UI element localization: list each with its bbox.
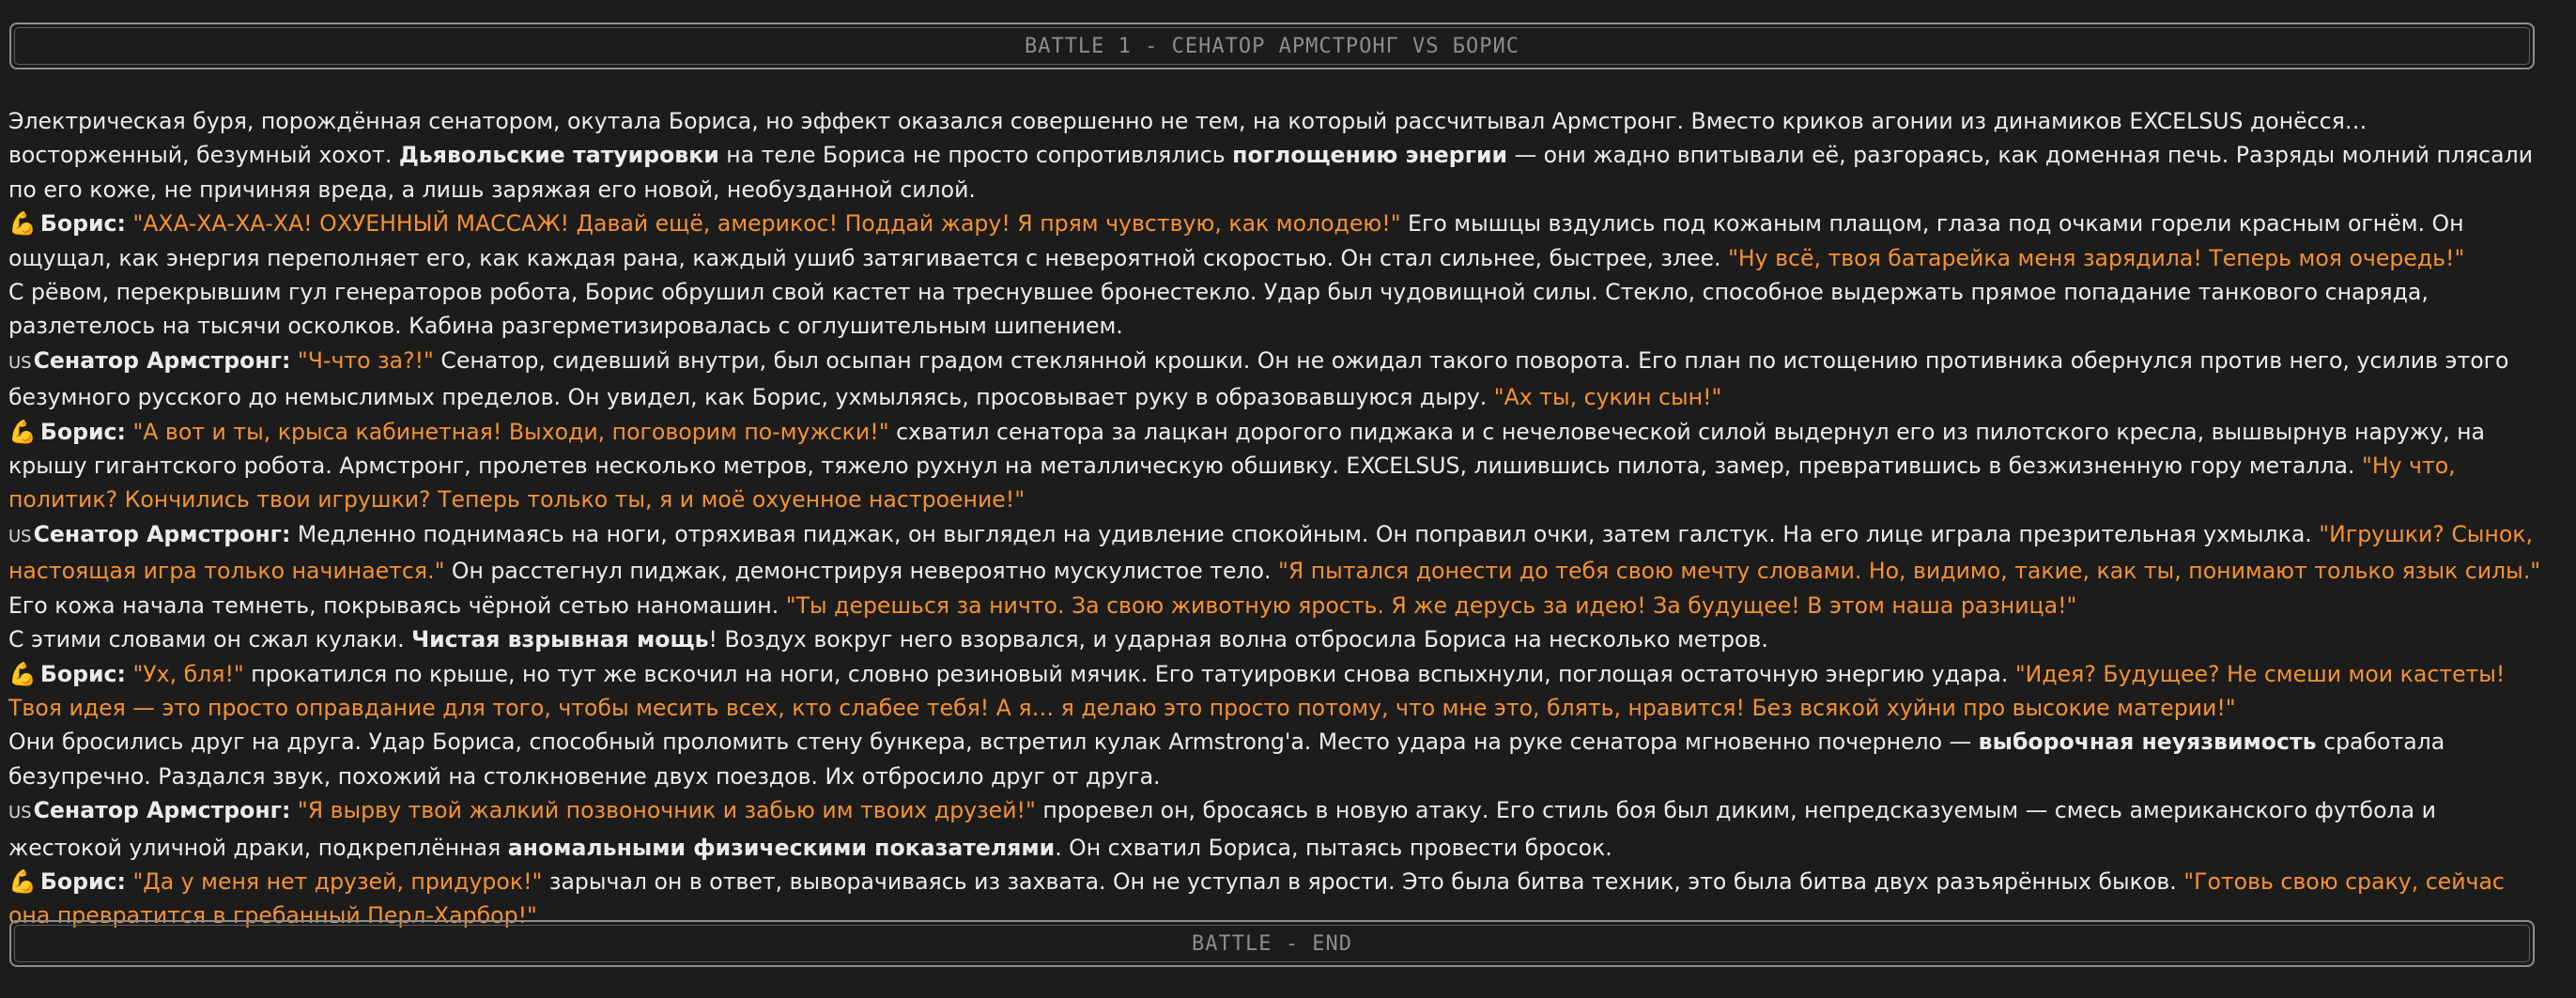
story-text: Сенатор, сидевший внутри, был осыпан градом стеклянной крошки. Он не ожидал такого поворота. Его план по истощению противника обернулся против него, усилив этого безумного русского до немыслимых пределов. Он увидел, как Борис, ухмыляясь, просовывает руку в образовавшуюся дыру. [8, 346, 2509, 411]
story-text: Его мышцы вздулись под кожаным плащом, глаза под очками горели красным огнём. Он ощущал, как энергия переполняет его, как каждая рана, каждый ушиб затягивается с невероятной скоростью. Он стал сильнее, быстрее, злее. [8, 210, 2464, 271]
story-paragraph [8, 275, 2544, 344]
story-paragraph [8, 517, 2544, 622]
battle-header-banner [9, 23, 2535, 69]
us-flag-icon: US [8, 526, 32, 546]
speaker-name: Борис: [39, 210, 126, 238]
story-text: С рёвом, перекрывшим гул генераторов робота, Борис обрушил свой кастет на треснувшее бронестекло. Удар был чудовищной силы. Стекло, способное выдержать прямое попадание танкового снаряда, разлетелось на тысячи осколков. Кабина разгерметизировалась с оглушительным шипением. [8, 279, 2429, 340]
emphasis-text: аномальными физическими показателями [507, 834, 1056, 861]
story-text: Он расстегнул пиджак, демонстрируя невероятно мускулистое тело. [444, 558, 1278, 585]
emphasis-text: Чистая взрывная мощь [411, 626, 709, 653]
battle-footer-title: BATTLE - END [1192, 931, 1352, 956]
speaker-name: Сенатор Армстронг: [33, 520, 291, 547]
story-text: Его кожа начала темнеть, покрываясь чёрной сетью наномашин. [8, 591, 786, 619]
flexed-biceps-icon: 💪 [8, 867, 37, 895]
story-text: Они бросились друг на друга. Удар Бориса, способный проломить стену бункера, встретил кулак Armstrong'а. Место удара на руке сенатора мгновенно почернело — [8, 729, 1979, 756]
quote-text: "Ну что, политик? Кончились твои игрушки? Теперь только ты, я и моё охуенное настроение!" [8, 453, 2456, 514]
flexed-biceps-icon: 💪 [8, 418, 37, 445]
quote-text: "Я вырву твой жалкий позвоночник и забью им твоих друзей!" [297, 797, 1036, 824]
emphasis-text: Дьявольские татуировки [398, 142, 719, 169]
quote-text: "Я пытался донести до тебя свою мечту словами. Но, видимо, такие, как ты, понимают только язык силы." [1278, 558, 2541, 585]
speaker-name: Борис: [39, 867, 126, 895]
quote-text: "Да у меня нет друзей, придурок!" [132, 867, 543, 895]
story-paragraph [8, 725, 2544, 793]
us-flag-icon: US [8, 352, 32, 373]
quote-text: "Готовь свою сраку, сейчас она превратится в гребанный Перл-Харбор!" [8, 867, 2505, 929]
story-paragraph [8, 104, 2544, 207]
story-text: ! Воздух вокруг него взорвался, и ударная волна отбросила Бориса на несколько метров. [708, 626, 1768, 653]
battle-story [8, 104, 2544, 933]
quote-text: "Ах ты, сукин сын!" [1493, 384, 1722, 411]
flexed-biceps-icon: 💪 [8, 210, 37, 238]
quote-text: "АХА-ХА-ХА-ХА! ОХУЕННЫЙ МАССАЖ! Давай ещё, америкос! Поддай жару! Я прям чувствую, как молодею!" [132, 210, 1401, 238]
story-text [290, 797, 298, 823]
story-text: . Он схватил Бориса, пытаясь провести бросок. [1055, 834, 1612, 861]
quote-text: "Ну всё, твоя батарейка меня зарядила! Теперь моя очередь!" [1728, 244, 2465, 271]
speaker-name: Борис: [39, 418, 126, 445]
quote-text: "Ты дерешься за ничто. За свою животную ярость. Я же дерусь за идею! За будущее! В этом наша разница!" [785, 591, 2077, 619]
quote-text: "Ух, бля!" [132, 660, 244, 687]
quote-text: "Игрушки? Сынок, настоящая игра только начинается." [8, 520, 2534, 585]
story-text: Электрическая буря, порождённая сенатором, окутала Бориса, но эффект оказался совершенно не тем, на который рассчитывал Армстронг. Вместо криков агонии из динамиков EXCELSUS донёсся… восторженный, безумный хохот. [8, 108, 2368, 169]
speaker-name: Борис: [39, 660, 126, 687]
story-text: на теле Бориса не просто сопротивлялись [718, 142, 1233, 169]
story-text: прокатился по крыше, но тут же вскочил на ноги, словно резиновый мячик. Его татуировки снова вспыхнули, поглощая остаточную энергию удара. [243, 660, 2015, 687]
quote-text: "Идея? Будущее? Не смеши мои кастеты! Твоя идея — это просто оправдание для того, чтобы месить всех, кто слабее тебя! А я… я делаю это просто потому, что мне это, блять, нравится! Без всякой хуйни про высокие материи!" [8, 660, 2506, 721]
story-text: проревел он, бросаясь в новую атаку. Его стиль боя был диким, непредсказуемым — смесь американского футбола и жестокой уличной драки, подкреплённая [8, 797, 2436, 861]
story-text: схватил сенатора за лацкан дорогого пиджака и с нечеловеческой силой выдернул его из пилотского кресла, вышвырнув наружу, на крышу гигантского робота. Армстронг, пролетев несколько метров, тяжело рухнул на металлическую обшивку. EXCELSUS, лишившись пилота, замер, превратившись в безжизненную гору металла. [8, 418, 2485, 480]
story-text [290, 347, 298, 374]
story-text: сработала безупречно. Раздался звук, похожий на столкновение двух поездов. Их отбросило друг от друга. [8, 729, 2445, 790]
story-paragraph [8, 344, 2544, 415]
battle-header-title: BATTLE 1 - СЕНАТОР АРМСТРОНГ VS БОРИС [1024, 34, 1520, 58]
story-paragraph [8, 207, 2544, 275]
speaker-name: Сенатор Армстронг: [33, 797, 291, 824]
speaker-name: Сенатор Армстронг: [33, 346, 291, 374]
story-paragraph [8, 415, 2544, 517]
story-text: С этими словами он сжал кулаки. [8, 626, 412, 653]
battle-footer-banner [9, 920, 2535, 967]
quote-text: "Ч-что за?!" [297, 346, 434, 374]
flexed-biceps-icon: 💪 [8, 660, 37, 687]
story-text: Медленно поднимаясь на ноги, отряхивая пиджак, он выглядел на удивление спокойным. Он поправил очки, затем галстук. На его лице играла презрительная ухмылка. [290, 520, 2320, 547]
story-paragraph [8, 622, 2544, 656]
quote-text: "А вот и ты, крыса кабинетная! Выходи, поговорим по-мужски!" [132, 418, 889, 445]
story-text: зарычал он в ответ, выворачиваясь из захвата. Он не уступал в ярости. Это была битва техник, это была битва двух разъярённых быков. [542, 867, 2184, 895]
story-paragraph [8, 793, 2544, 865]
emphasis-text: выборочная неуязвимость [1978, 729, 2317, 756]
emphasis-text: поглощению энергии [1232, 142, 1508, 169]
story-paragraph [8, 657, 2544, 726]
us-flag-icon: US [8, 803, 32, 823]
story-text: — они жадно впитывали её, разгораясь, как доменная печь. Разряды молний плясали по его коже, не причиняя вреда, а лишь заряжая его новой, необузданной силой. [8, 142, 2534, 203]
